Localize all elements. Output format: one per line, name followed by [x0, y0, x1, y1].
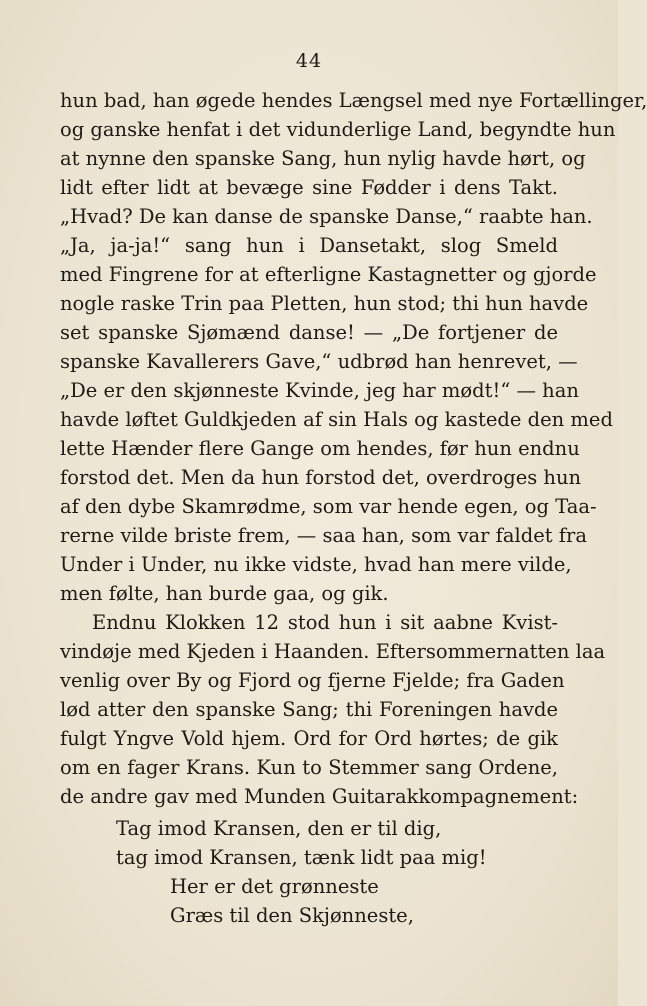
verse-line: Græs til den Skjønneste, — [170, 904, 414, 927]
text-line: og ganske henfat i det vidunderlige Land, begyndte hun — [60, 118, 616, 141]
page-number: 44 — [295, 50, 323, 72]
text-line: fulgt Yngve Vold hjem. Ord for Ord hørtes; de gik — [60, 727, 558, 750]
text-line: „De er den skjønneste Kvinde, jeg har mødt!“ — han — [60, 379, 579, 402]
verse-block — [116, 814, 536, 930]
text-line: af den dybe Skamrødme, som var hende egen, og Taa- — [60, 495, 597, 518]
verse-line: Her er det grønneste — [170, 875, 379, 898]
text-line: Endnu Klokken 12 stod hun i sit aabne Kvist- — [92, 611, 558, 634]
text-line: set spanske Sjømænd danse! — „De fortjener de — [60, 321, 558, 344]
text-line: „Hvad? De kan danse de spanske Danse,“ raabte han. — [60, 205, 593, 228]
text-line: men følte, han burde gaa, og gik. — [60, 582, 389, 605]
text-line: forstod det. Men da hun forstod det, overdroges hun — [60, 466, 582, 489]
text-line: hun bad, han øgede hendes Længsel med nye Fortællinger, — [60, 89, 647, 112]
text-line: at nynne den spanske Sang, hun nylig havde hørt, og — [60, 147, 586, 170]
text-line: havde løftet Guldkjeden af sin Hals og kastede den med — [60, 408, 613, 431]
text-line: Under i Under, nu ikke vidste, hvad han mere vilde, — [60, 553, 572, 576]
text-line: lette Hænder flere Gange om hendes, før hun endnu — [60, 437, 580, 460]
body-text — [60, 86, 647, 811]
text-line: rerne vilde briste frem, — saa han, som var faldet fra — [60, 524, 587, 547]
text-line: om en fager Krans. Kun to Stemmer sang Ordene, — [60, 756, 558, 779]
text-line: lidt efter lidt at bevæge sine Fødder i dens Takt. — [60, 176, 558, 199]
text-line: vindøje med Kjeden i Haanden. Eftersommernatten laa — [60, 640, 606, 663]
verse-line: Tag imod Kransen, den er til dig, — [116, 817, 442, 840]
text-line: nogle raske Trin paa Pletten, hun stod; thi hun havde — [60, 292, 589, 315]
text-line: med Fingrene for at efterligne Kastagnetter og gjorde — [60, 263, 597, 286]
text-line: spanske Kavallerers Gave,“ udbrød han henrevet, — — [60, 350, 578, 373]
text-line: de andre gav med Munden Guitarakkompagnement: — [60, 785, 579, 808]
text-line: lød atter den spanske Sang; thi Foreningen havde — [60, 698, 558, 721]
text-line: „Ja, ja-ja!“ sang hun i Dansetakt, slog Smeld — [60, 234, 558, 257]
verse-line: tag imod Kransen, tænk lidt paa mig! — [116, 846, 487, 869]
text-line: venlig over By og Fjord og fjerne Fjelde; fra Gaden — [60, 669, 565, 692]
